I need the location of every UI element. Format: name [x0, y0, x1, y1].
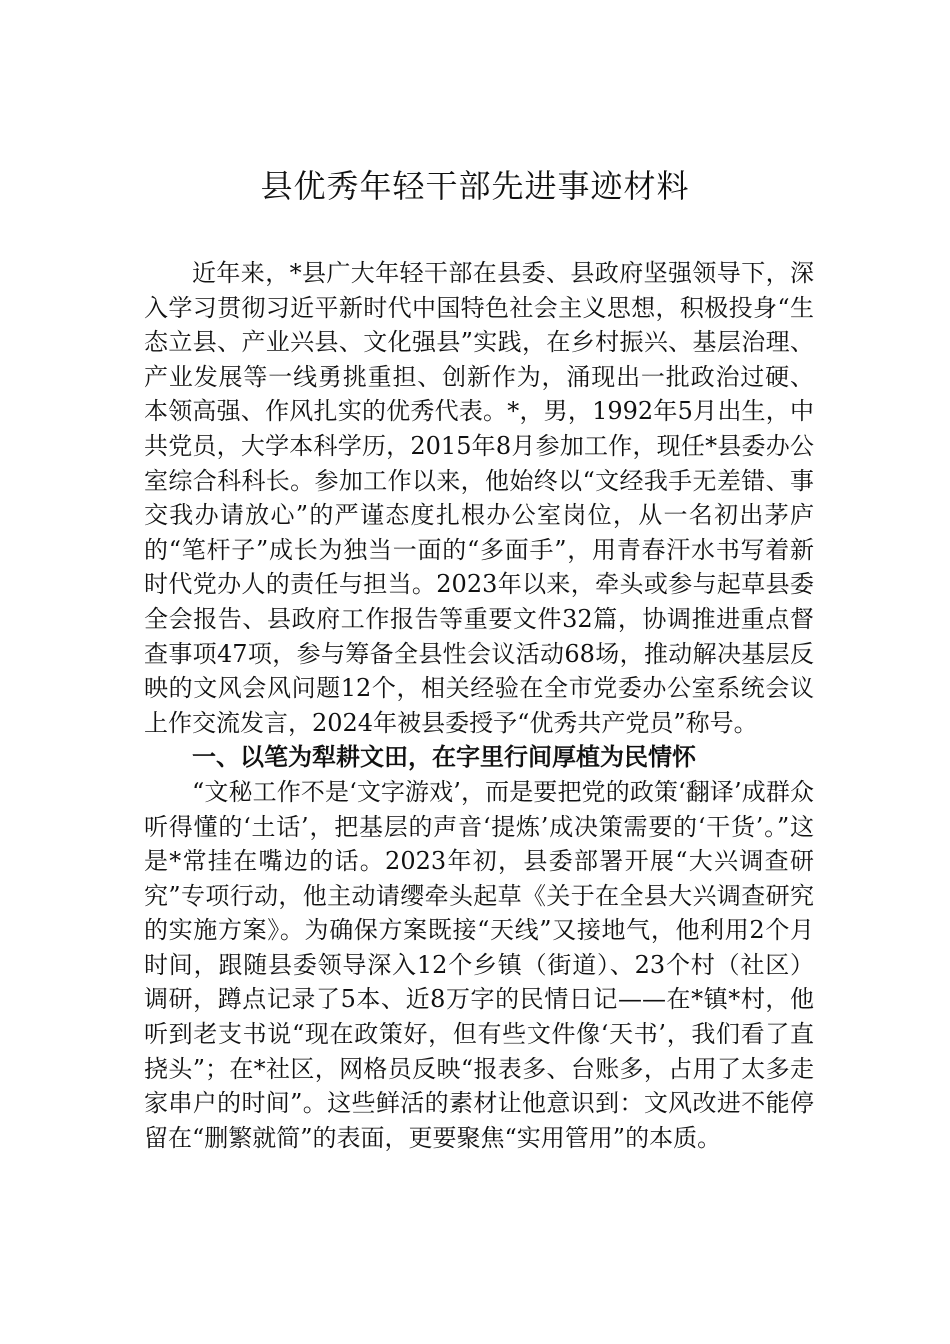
intro-paragraph: 近年来，*县广大年轻干部在县委、县政府坚强领导下，深入学习贯彻习近平新时代中国特色社会主义思想，积极投身“生态立县、产业兴县、文化强县”实践，在乡村振兴、基层治理、产业发展等一线勇挑重担、创新作为，涌现出一批政治过硬、本领高强、作风扎实的优秀代表。*，男，1992年5月出生，中共党员，大学本科学历，2015年8月参加工作，现任*县委办公室综合科科长。参加工作以来，他始终以“文经我手无差错、事交我办请放心”的严谨态度扎根办公室岗位，从一名初出茅庐的“笔杆子”成长为独当一面的“多面手”，用青春汗水书写着新时代党办人的责任与担当。2023年以来，牵头或参与起草县委全会报告、县政府工作报告等重要文件32篇，协调推进重点督查事项47项，参与筹备全县性会议活动68场，推动解决基层反映的文风会风问题12个，相关经验在全市党委办公室系统会议上作交流发言，2024年被县委授予“优秀共产党员”称号。	[144, 259, 814, 737]
section-heading: 一、以笔为犁耕文田，在字里行间厚植为民情怀	[192, 742, 696, 772]
section-paragraph: “文秘工作不是‘文字游戏’，而是要把党的政策‘翻译’成群众听得懂的‘土话’，把基层的声音‘提炼’成决策需要的‘干货’。”这是*常挂在嘴边的话。2023年初，县委部署开展“大兴调查研究”专项行动，他主动请缨牵头起草《关于在全县大兴调查研究的实施方案》。为确保方案既接“天线”又接地气，他利用2个月时间，跟随县委领导深入12个乡镇（街道）、23个村（社区）调研，蹲点记录了5本、近8万字的民情日记——在*镇*村，他听到老支书说“现在政策好，但有些文件像‘天书’，我们看了直挠头”；在*社区，网格员反映“报表多、台账多，占用了太多走家串户的时间”。这些鲜活的素材让他意识到：文风改进不能停留在“删繁就简”的表面，更要聚焦“实用管用”的本质。	[144, 777, 814, 1152]
document-title: 县优秀年轻干部先进事迹材料	[260, 167, 690, 205]
document-body	[144, 256, 814, 1155]
